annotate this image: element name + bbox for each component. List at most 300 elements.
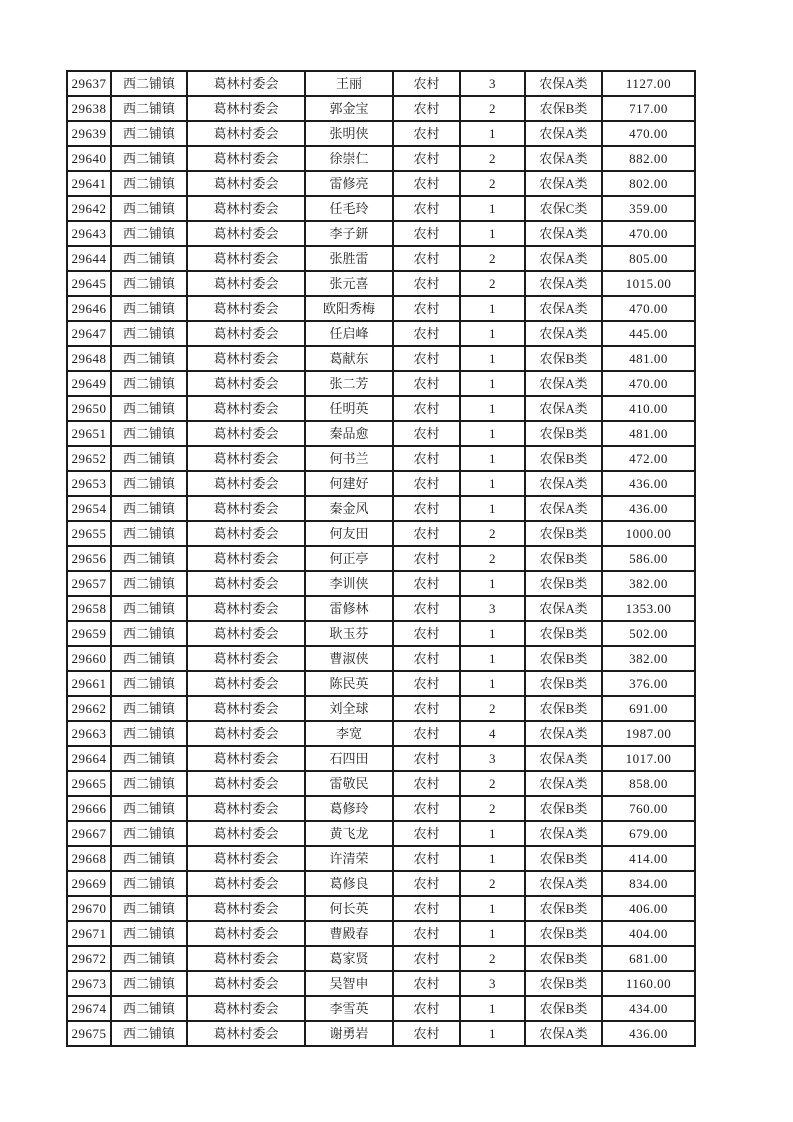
cell-town: 西二铺镇 <box>111 846 187 871</box>
cell-hukou: 农村 <box>393 71 460 96</box>
cell-name: 葛修玲 <box>305 796 393 821</box>
cell-category: 农保A类 <box>525 496 602 521</box>
table-row <box>67 146 695 171</box>
cell-amount: 359.00 <box>602 196 695 221</box>
cell-seq: 29659 <box>67 621 111 646</box>
cell-hukou: 农村 <box>393 371 460 396</box>
cell-village: 葛林村委会 <box>187 471 305 496</box>
cell-persons: 2 <box>460 146 525 171</box>
table-row <box>67 646 695 671</box>
cell-seq: 29665 <box>67 771 111 796</box>
cell-name: 曹淑侠 <box>305 646 393 671</box>
cell-seq: 29651 <box>67 421 111 446</box>
cell-amount: 1015.00 <box>602 271 695 296</box>
cell-town: 西二铺镇 <box>111 646 187 671</box>
table-row <box>67 996 695 1021</box>
cell-town: 西二铺镇 <box>111 546 187 571</box>
cell-village: 葛林村委会 <box>187 871 305 896</box>
cell-name: 任启峰 <box>305 321 393 346</box>
cell-category: 农保A类 <box>525 71 602 96</box>
table-row <box>67 246 695 271</box>
table-row <box>67 396 695 421</box>
cell-town: 西二铺镇 <box>111 96 187 121</box>
cell-town: 西二铺镇 <box>111 521 187 546</box>
cell-village: 葛林村委会 <box>187 196 305 221</box>
table-row <box>67 96 695 121</box>
cell-name: 郭金宝 <box>305 96 393 121</box>
table-row <box>67 321 695 346</box>
cell-hukou: 农村 <box>393 921 460 946</box>
cell-village: 葛林村委会 <box>187 146 305 171</box>
cell-name: 张胜雷 <box>305 246 393 271</box>
cell-name: 何建好 <box>305 471 393 496</box>
cell-village: 葛林村委会 <box>187 746 305 771</box>
cell-village: 葛林村委会 <box>187 396 305 421</box>
table-row <box>67 796 695 821</box>
cell-hukou: 农村 <box>393 96 460 121</box>
cell-persons: 1 <box>460 371 525 396</box>
table-row <box>67 721 695 746</box>
cell-name: 李宽 <box>305 721 393 746</box>
cell-persons: 1 <box>460 196 525 221</box>
cell-persons: 2 <box>460 796 525 821</box>
cell-village: 葛林村委会 <box>187 946 305 971</box>
cell-category: 农保A类 <box>525 171 602 196</box>
table-row <box>67 896 695 921</box>
table-row <box>67 496 695 521</box>
cell-name: 张二芳 <box>305 371 393 396</box>
cell-name: 秦品愈 <box>305 421 393 446</box>
cell-persons: 4 <box>460 721 525 746</box>
cell-seq: 29641 <box>67 171 111 196</box>
cell-persons: 2 <box>460 246 525 271</box>
cell-persons: 3 <box>460 71 525 96</box>
cell-name: 许清荣 <box>305 846 393 871</box>
cell-category: 农保A类 <box>525 121 602 146</box>
cell-seq: 29643 <box>67 221 111 246</box>
cell-hukou: 农村 <box>393 446 460 471</box>
cell-seq: 29639 <box>67 121 111 146</box>
cell-amount: 470.00 <box>602 371 695 396</box>
cell-persons: 1 <box>460 121 525 146</box>
insurance-records-table <box>67 71 695 1046</box>
cell-hukou: 农村 <box>393 196 460 221</box>
cell-name: 曹殿春 <box>305 921 393 946</box>
cell-name: 耿玉芬 <box>305 621 393 646</box>
cell-hukou: 农村 <box>393 396 460 421</box>
cell-hukou: 农村 <box>393 621 460 646</box>
cell-amount: 470.00 <box>602 221 695 246</box>
cell-category: 农保A类 <box>525 596 602 621</box>
cell-town: 西二铺镇 <box>111 221 187 246</box>
table-row <box>67 671 695 696</box>
cell-category: 农保A类 <box>525 721 602 746</box>
table-row <box>67 546 695 571</box>
cell-hukou: 农村 <box>393 696 460 721</box>
cell-amount: 1127.00 <box>602 71 695 96</box>
cell-hukou: 农村 <box>393 821 460 846</box>
cell-name: 葛献东 <box>305 346 393 371</box>
cell-seq: 29642 <box>67 196 111 221</box>
cell-hukou: 农村 <box>393 596 460 621</box>
cell-village: 葛林村委会 <box>187 996 305 1021</box>
cell-village: 葛林村委会 <box>187 821 305 846</box>
table-row <box>67 71 695 96</box>
cell-town: 西二铺镇 <box>111 371 187 396</box>
cell-category: 农保A类 <box>525 371 602 396</box>
cell-name: 何长英 <box>305 896 393 921</box>
cell-name: 王丽 <box>305 71 393 96</box>
cell-seq: 29675 <box>67 1021 111 1046</box>
cell-amount: 717.00 <box>602 96 695 121</box>
cell-town: 西二铺镇 <box>111 446 187 471</box>
cell-hukou: 农村 <box>393 646 460 671</box>
cell-village: 葛林村委会 <box>187 721 305 746</box>
cell-village: 葛林村委会 <box>187 271 305 296</box>
cell-village: 葛林村委会 <box>187 796 305 821</box>
cell-name: 任明英 <box>305 396 393 421</box>
cell-seq: 29670 <box>67 896 111 921</box>
cell-town: 西二铺镇 <box>111 821 187 846</box>
cell-town: 西二铺镇 <box>111 696 187 721</box>
cell-hukou: 农村 <box>393 146 460 171</box>
cell-amount: 410.00 <box>602 396 695 421</box>
cell-town: 西二铺镇 <box>111 246 187 271</box>
cell-category: 农保B类 <box>525 946 602 971</box>
cell-persons: 1 <box>460 821 525 846</box>
cell-amount: 805.00 <box>602 246 695 271</box>
table-row <box>67 571 695 596</box>
insurance-table-container <box>66 70 696 1047</box>
cell-category: 农保A类 <box>525 771 602 796</box>
cell-amount: 1353.00 <box>602 596 695 621</box>
cell-hukou: 农村 <box>393 296 460 321</box>
cell-name: 何友田 <box>305 521 393 546</box>
cell-seq: 29649 <box>67 371 111 396</box>
table-row <box>67 971 695 996</box>
cell-amount: 586.00 <box>602 546 695 571</box>
cell-village: 葛林村委会 <box>187 546 305 571</box>
cell-town: 西二铺镇 <box>111 496 187 521</box>
cell-name: 李训侠 <box>305 571 393 596</box>
cell-category: 农保A类 <box>525 821 602 846</box>
cell-persons: 1 <box>460 421 525 446</box>
cell-name: 石四田 <box>305 746 393 771</box>
cell-name: 陈民英 <box>305 671 393 696</box>
cell-seq: 29667 <box>67 821 111 846</box>
cell-category: 农保A类 <box>525 746 602 771</box>
cell-village: 葛林村委会 <box>187 171 305 196</box>
cell-seq: 29657 <box>67 571 111 596</box>
cell-category: 农保A类 <box>525 296 602 321</box>
cell-name: 李子鈃 <box>305 221 393 246</box>
cell-category: 农保B类 <box>525 846 602 871</box>
cell-persons: 1 <box>460 921 525 946</box>
table-row <box>67 621 695 646</box>
cell-persons: 1 <box>460 671 525 696</box>
cell-town: 西二铺镇 <box>111 921 187 946</box>
cell-persons: 1 <box>460 346 525 371</box>
cell-village: 葛林村委会 <box>187 121 305 146</box>
cell-town: 西二铺镇 <box>111 796 187 821</box>
cell-name: 何书兰 <box>305 446 393 471</box>
cell-seq: 29645 <box>67 271 111 296</box>
cell-amount: 1017.00 <box>602 746 695 771</box>
cell-persons: 1 <box>460 396 525 421</box>
cell-persons: 1 <box>460 496 525 521</box>
cell-name: 任毛玲 <box>305 196 393 221</box>
cell-hukou: 农村 <box>393 421 460 446</box>
cell-village: 葛林村委会 <box>187 571 305 596</box>
cell-name: 徐崇仁 <box>305 146 393 171</box>
cell-persons: 3 <box>460 746 525 771</box>
cell-category: 农保B类 <box>525 671 602 696</box>
cell-village: 葛林村委会 <box>187 921 305 946</box>
cell-persons: 1 <box>460 1021 525 1046</box>
cell-category: 农保A类 <box>525 146 602 171</box>
cell-hukou: 农村 <box>393 521 460 546</box>
cell-amount: 404.00 <box>602 921 695 946</box>
cell-town: 西二铺镇 <box>111 621 187 646</box>
cell-name: 雷敬民 <box>305 771 393 796</box>
cell-amount: 436.00 <box>602 471 695 496</box>
cell-seq: 29661 <box>67 671 111 696</box>
cell-hukou: 农村 <box>393 471 460 496</box>
table-row <box>67 521 695 546</box>
cell-amount: 376.00 <box>602 671 695 696</box>
cell-town: 西二铺镇 <box>111 571 187 596</box>
table-row <box>67 946 695 971</box>
cell-seq: 29650 <box>67 396 111 421</box>
cell-hukou: 农村 <box>393 546 460 571</box>
cell-village: 葛林村委会 <box>187 371 305 396</box>
table-row <box>67 746 695 771</box>
cell-seq: 29664 <box>67 746 111 771</box>
cell-seq: 29656 <box>67 546 111 571</box>
table-body <box>67 71 695 1046</box>
cell-category: 农保A类 <box>525 321 602 346</box>
cell-category: 农保B类 <box>525 696 602 721</box>
table-row <box>67 196 695 221</box>
cell-category: 农保B类 <box>525 521 602 546</box>
cell-village: 葛林村委会 <box>187 671 305 696</box>
table-row <box>67 696 695 721</box>
cell-town: 西二铺镇 <box>111 71 187 96</box>
cell-amount: 1987.00 <box>602 721 695 746</box>
cell-hukou: 农村 <box>393 846 460 871</box>
table-row <box>67 121 695 146</box>
cell-name: 秦金风 <box>305 496 393 521</box>
cell-seq: 29653 <box>67 471 111 496</box>
cell-name: 葛家贤 <box>305 946 393 971</box>
cell-hukou: 农村 <box>393 721 460 746</box>
cell-name: 刘全球 <box>305 696 393 721</box>
cell-amount: 760.00 <box>602 796 695 821</box>
table-row <box>67 871 695 896</box>
cell-persons: 1 <box>460 321 525 346</box>
cell-category: 农保A类 <box>525 871 602 896</box>
cell-amount: 481.00 <box>602 421 695 446</box>
cell-town: 西二铺镇 <box>111 996 187 1021</box>
cell-town: 西二铺镇 <box>111 121 187 146</box>
cell-persons: 2 <box>460 521 525 546</box>
cell-name: 何正亭 <box>305 546 393 571</box>
cell-amount: 1160.00 <box>602 971 695 996</box>
cell-amount: 882.00 <box>602 146 695 171</box>
cell-name: 吴智申 <box>305 971 393 996</box>
cell-amount: 470.00 <box>602 296 695 321</box>
cell-town: 西二铺镇 <box>111 171 187 196</box>
cell-hukou: 农村 <box>393 771 460 796</box>
cell-persons: 1 <box>460 621 525 646</box>
table-row <box>67 771 695 796</box>
cell-hukou: 农村 <box>393 1021 460 1046</box>
cell-persons: 1 <box>460 571 525 596</box>
cell-hukou: 农村 <box>393 946 460 971</box>
table-row <box>67 821 695 846</box>
cell-amount: 436.00 <box>602 1021 695 1046</box>
cell-persons: 1 <box>460 446 525 471</box>
cell-town: 西二铺镇 <box>111 721 187 746</box>
cell-amount: 502.00 <box>602 621 695 646</box>
cell-town: 西二铺镇 <box>111 946 187 971</box>
cell-amount: 802.00 <box>602 171 695 196</box>
cell-hukou: 农村 <box>393 171 460 196</box>
cell-seq: 29654 <box>67 496 111 521</box>
cell-category: 农保B类 <box>525 796 602 821</box>
cell-name: 黄飞龙 <box>305 821 393 846</box>
cell-village: 葛林村委会 <box>187 896 305 921</box>
table-row <box>67 371 695 396</box>
cell-category: 农保A类 <box>525 221 602 246</box>
cell-village: 葛林村委会 <box>187 971 305 996</box>
cell-seq: 29662 <box>67 696 111 721</box>
cell-category: 农保B类 <box>525 96 602 121</box>
table-row <box>67 1021 695 1046</box>
cell-village: 葛林村委会 <box>187 321 305 346</box>
cell-seq: 29652 <box>67 446 111 471</box>
cell-town: 西二铺镇 <box>111 296 187 321</box>
cell-persons: 1 <box>460 221 525 246</box>
cell-category: 农保A类 <box>525 396 602 421</box>
cell-amount: 834.00 <box>602 871 695 896</box>
cell-village: 葛林村委会 <box>187 246 305 271</box>
cell-category: 农保B类 <box>525 896 602 921</box>
cell-hukou: 农村 <box>393 121 460 146</box>
cell-seq: 29646 <box>67 296 111 321</box>
cell-amount: 382.00 <box>602 571 695 596</box>
cell-amount: 1000.00 <box>602 521 695 546</box>
cell-amount: 414.00 <box>602 846 695 871</box>
cell-category: 农保A类 <box>525 246 602 271</box>
cell-town: 西二铺镇 <box>111 771 187 796</box>
cell-hukou: 农村 <box>393 746 460 771</box>
cell-seq: 29648 <box>67 346 111 371</box>
cell-seq: 29658 <box>67 596 111 621</box>
cell-village: 葛林村委会 <box>187 846 305 871</box>
cell-town: 西二铺镇 <box>111 146 187 171</box>
cell-village: 葛林村委会 <box>187 346 305 371</box>
cell-hukou: 农村 <box>393 221 460 246</box>
cell-seq: 29668 <box>67 846 111 871</box>
cell-hukou: 农村 <box>393 246 460 271</box>
table-row <box>67 296 695 321</box>
cell-seq: 29637 <box>67 71 111 96</box>
table-row <box>67 171 695 196</box>
cell-category: 农保B类 <box>525 546 602 571</box>
cell-seq: 29674 <box>67 996 111 1021</box>
cell-amount: 470.00 <box>602 121 695 146</box>
cell-category: 农保A类 <box>525 471 602 496</box>
cell-town: 西二铺镇 <box>111 196 187 221</box>
cell-village: 葛林村委会 <box>187 221 305 246</box>
cell-hukou: 农村 <box>393 871 460 896</box>
cell-hukou: 农村 <box>393 796 460 821</box>
table-row <box>67 471 695 496</box>
cell-amount: 472.00 <box>602 446 695 471</box>
table-row <box>67 446 695 471</box>
cell-village: 葛林村委会 <box>187 421 305 446</box>
cell-hukou: 农村 <box>393 671 460 696</box>
cell-persons: 1 <box>460 896 525 921</box>
cell-hukou: 农村 <box>393 496 460 521</box>
cell-hukou: 农村 <box>393 271 460 296</box>
cell-category: 农保B类 <box>525 346 602 371</box>
cell-category: 农保B类 <box>525 421 602 446</box>
cell-village: 葛林村委会 <box>187 696 305 721</box>
cell-name: 雷修亮 <box>305 171 393 196</box>
cell-category: 农保A类 <box>525 271 602 296</box>
cell-persons: 2 <box>460 271 525 296</box>
cell-seq: 29655 <box>67 521 111 546</box>
cell-amount: 679.00 <box>602 821 695 846</box>
cell-town: 西二铺镇 <box>111 871 187 896</box>
cell-amount: 858.00 <box>602 771 695 796</box>
cell-seq: 29672 <box>67 946 111 971</box>
cell-town: 西二铺镇 <box>111 746 187 771</box>
cell-seq: 29638 <box>67 96 111 121</box>
cell-town: 西二铺镇 <box>111 271 187 296</box>
cell-seq: 29647 <box>67 321 111 346</box>
cell-seq: 29669 <box>67 871 111 896</box>
cell-amount: 382.00 <box>602 646 695 671</box>
cell-persons: 1 <box>460 996 525 1021</box>
cell-town: 西二铺镇 <box>111 471 187 496</box>
cell-category: 农保C类 <box>525 196 602 221</box>
cell-amount: 691.00 <box>602 696 695 721</box>
cell-seq: 29660 <box>67 646 111 671</box>
cell-seq: 29671 <box>67 921 111 946</box>
table-row <box>67 221 695 246</box>
cell-town: 西二铺镇 <box>111 346 187 371</box>
cell-seq: 29666 <box>67 796 111 821</box>
cell-persons: 3 <box>460 596 525 621</box>
cell-name: 张元喜 <box>305 271 393 296</box>
cell-category: 农保B类 <box>525 996 602 1021</box>
cell-category: 农保B类 <box>525 446 602 471</box>
table-row <box>67 921 695 946</box>
cell-town: 西二铺镇 <box>111 396 187 421</box>
cell-hukou: 农村 <box>393 996 460 1021</box>
cell-seq: 29640 <box>67 146 111 171</box>
cell-town: 西二铺镇 <box>111 1021 187 1046</box>
cell-category: 农保B类 <box>525 921 602 946</box>
cell-town: 西二铺镇 <box>111 596 187 621</box>
table-row <box>67 596 695 621</box>
cell-seq: 29644 <box>67 246 111 271</box>
cell-town: 西二铺镇 <box>111 896 187 921</box>
cell-village: 葛林村委会 <box>187 71 305 96</box>
